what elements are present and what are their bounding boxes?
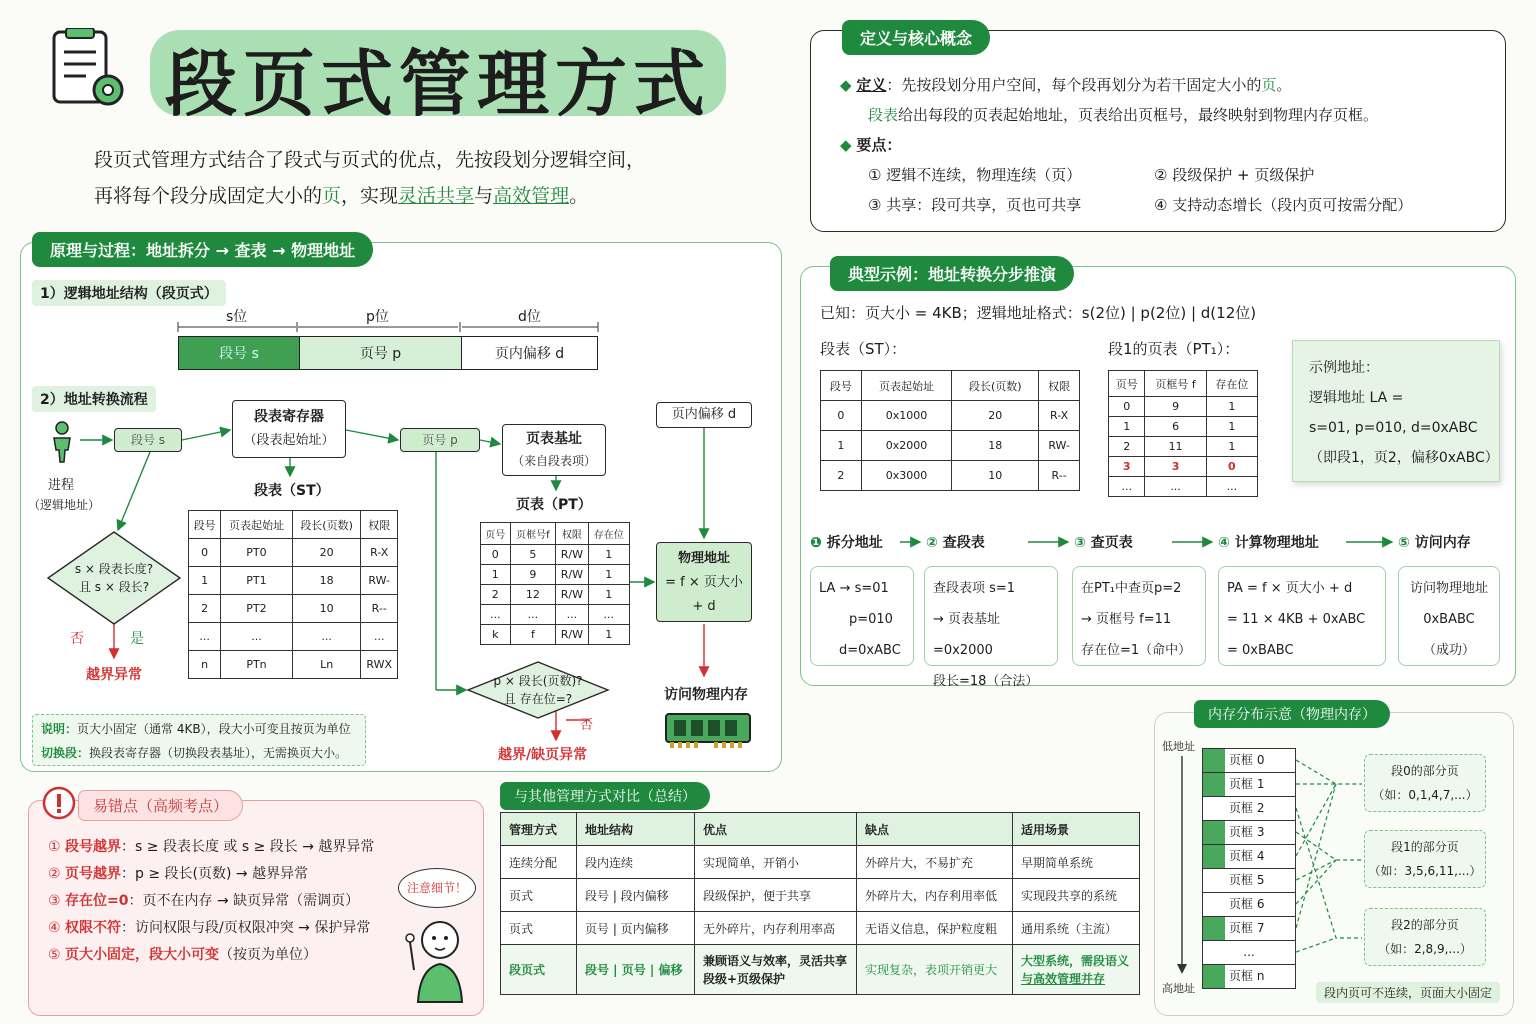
example-tag: 典型示例：地址转换分步推演 bbox=[830, 256, 1074, 291]
errors-tag: 易错点（高频考点） bbox=[78, 790, 243, 821]
cartoon-figure-icon bbox=[400, 912, 476, 1012]
step-5-box: 访问物理地址 0xBABC （成功） bbox=[1398, 566, 1500, 666]
step-3-label: ③ 查页表 bbox=[1074, 535, 1133, 551]
caution-bubble: 注意细节！ bbox=[398, 868, 476, 908]
phys-addr-box: 物理地址 = f × 页大小 + d bbox=[656, 542, 752, 622]
frame-n: 页框 n bbox=[1202, 965, 1296, 989]
check2-text: p × 段长(页数)? 且 存在位=? bbox=[493, 674, 583, 706]
example-known: 已知：页大小 = 4KB；逻辑地址格式：s(2位) | p(2位) | d(12位) bbox=[820, 304, 1257, 322]
frame-1: 页框 1 bbox=[1202, 773, 1296, 797]
error-4: ④ 权限不符：访问权限与段/页权限冲突 → 保护异常 bbox=[48, 920, 371, 936]
example-pt-title: 段1的页表（PT₁）： bbox=[1108, 340, 1240, 358]
point-3: ③ 共享：段可共享，页也可共享 bbox=[868, 196, 1082, 214]
frame-4: 页框 4 bbox=[1202, 845, 1296, 869]
high-address-label: 高地址 bbox=[1162, 982, 1195, 995]
seg-field: 段号 s bbox=[179, 337, 299, 369]
seg0-pages: 段0的部分页 （如：0,1,4,7,...） bbox=[1364, 754, 1486, 812]
page-field: 页号 p bbox=[299, 337, 461, 369]
principle-notes: 说明：页大小固定（通常 4KB），段大小可变且按页为单位 切换段：换段表寄存器（切换段表基址），无需换页大小。 bbox=[32, 714, 366, 766]
sec1-label: 1）逻辑地址结构（段页式） bbox=[32, 280, 226, 306]
address-axis bbox=[1176, 756, 1188, 976]
point-2: ② 段级保护 + 页级保护 bbox=[1154, 166, 1315, 184]
example-st-title: 段表（ST）： bbox=[820, 340, 907, 358]
err1-label: 越界异常 bbox=[86, 667, 142, 683]
memory-arrows bbox=[1296, 748, 1366, 988]
no1-label: 否 bbox=[70, 631, 84, 647]
seg1-pages: 段1的部分页 （如：3,5,6,11,...） bbox=[1364, 830, 1486, 888]
memory-tag: 内存分布示意（物理内存） bbox=[1194, 700, 1390, 728]
offset-field: 页内偏移 d bbox=[461, 337, 597, 369]
low-address-label: 低地址 bbox=[1162, 740, 1195, 753]
alert-icon bbox=[42, 786, 76, 824]
example-seg-table: 段号 页表起始址 段长(页数) 权限 0 0x1000 20 R-X 1 0x2000 18 RW- 2 0x3000 10 R-- bbox=[820, 370, 1080, 491]
segno-box: 段号 s bbox=[114, 428, 182, 452]
process-label: 进程 bbox=[48, 478, 75, 493]
page-table: 页号 页框号f 权限 存在位 0 5 R/W 1 1 9 R/W 1 2 12 R/W 1 ... ... ... ... k f R/W 1 bbox=[480, 522, 630, 645]
definition-tag: 定义与核心概念 bbox=[842, 20, 990, 55]
ram-icon bbox=[664, 712, 752, 754]
s-bits-label: s位 bbox=[226, 309, 248, 325]
intro-line2: 再将每个段分成固定大小的页，实现灵活共享与高效管理。 bbox=[94, 185, 589, 207]
seg-register-box: 段表寄存器 （段表起始址） bbox=[232, 400, 346, 458]
frame-7: 页框 7 bbox=[1202, 917, 1296, 941]
compare-table: 管理方式 地址结构 优点 缺点 适用场景 连续分配 段内连续 实现简单，开销小 外碎片大，不易扩充 早期简单系统 页式 段号 | 段内偏移 段级保护，便于共享 外碎片大，内存利用率低 实现段共享的系统 页式 页号 | 页内偏移 无外碎片，内存利用率高 无语义信息，保护粒度粗 通用系统（主流） 段页式 段号 | 页号 | 偏移 兼顾语义与效率，灵活共享 段级+页级保护 实现复杂，表项开销更大 大型系统，需段语义 与高效管理并存 bbox=[500, 812, 1140, 995]
st-title: 段表（ST） bbox=[254, 483, 330, 499]
step-4-label: ④ 计算物理地址 bbox=[1218, 535, 1319, 551]
frame-6: 页框 6 bbox=[1202, 893, 1296, 917]
memory-frames bbox=[1202, 748, 1296, 989]
step-4-box: PA = f × 页大小 + d = 11 × 4KB + 0xABC = 0xBABC bbox=[1218, 566, 1386, 666]
sec2-label: 2）地址转换流程 bbox=[32, 386, 156, 412]
seg2-pages: 段2的部分页 （如：2,8,9,...） bbox=[1364, 908, 1486, 966]
error-1: ① 段号越界：s ≥ 段表长度 或 s ≥ 段长 → 越界异常 bbox=[48, 839, 375, 855]
no2-label: 否 bbox=[580, 718, 594, 733]
check1-text: s × 段表长度? 且 s × 段长? bbox=[74, 562, 154, 594]
d-bits-label: d位 bbox=[518, 309, 541, 325]
err2-label: 越界/缺页异常 bbox=[498, 747, 588, 763]
error-3: ③ 存在位=0：页不在内存 → 缺页异常（需调页） bbox=[48, 893, 360, 909]
offset-box: 页内偏移 d bbox=[656, 402, 752, 428]
compare-tag: 与其他管理方式对比（总结） bbox=[500, 782, 710, 810]
memory-note: 段内页可不连续，页面大小固定 bbox=[1316, 982, 1500, 1003]
point-4: ④ 支持动态增长（段内页可按需分配） bbox=[1154, 196, 1413, 214]
intro-line1: 段页式管理方式结合了段式与页式的优点，先按段划分逻辑空间， bbox=[94, 149, 646, 171]
step-1-box: LA → s=01 p=010 d=0xABC bbox=[810, 566, 914, 666]
frame-5: 页框 5 bbox=[1202, 869, 1296, 893]
process-sub: （逻辑地址） bbox=[28, 498, 101, 512]
example-page-table: 页号 页框号 f 存在位 0 9 1 1 6 1 2 11 1 3 3 0 ... ... ... bbox=[1108, 370, 1258, 497]
sample-address-note: 示例地址： 逻辑地址 LA = s=01, p=010, d=0xABC （即段1，页2，偏移0xABC） bbox=[1292, 340, 1500, 482]
step-2-label: ② 查段表 bbox=[926, 535, 985, 551]
definition-content: ◆ 定义：先按段划分用户空间，每个段再划分为若干固定大小的页。 段表给出每段的页表起始地址，页表给出页框号，最终映射到物理内存页框。 ◆ 要点： ① 逻辑不连续，物理连续（页） ② 段级保护 + 页级保护 ③ 共享：段可共享，页也可共享 ④ 支持动态增长（段内页可按需分配） bbox=[840, 70, 1474, 220]
step-1-label: ❶ 拆分地址 bbox=[810, 535, 883, 551]
frame-0: 页框 0 bbox=[1202, 749, 1296, 773]
access-label: 访问物理内存 bbox=[664, 687, 748, 703]
step-2-box: 查段表项 s=1 → 页表基址=0x2000 段长=18（合法） bbox=[924, 566, 1058, 666]
page-title: 段页式管理方式 bbox=[165, 42, 712, 126]
step-3-box: 在PT₁中查页p=2 → 页框号 f=11 存在位=1（命中） bbox=[1072, 566, 1206, 666]
step-5-label: ⑤ 访问内存 bbox=[1398, 535, 1471, 551]
frame-ellipsis: ... bbox=[1202, 941, 1296, 965]
p-bits-label: p位 bbox=[366, 309, 389, 325]
pt-title: 页表（PT） bbox=[516, 497, 592, 513]
principle-tag: 原理与过程：地址拆分 → 查表 → 物理地址 bbox=[32, 232, 373, 267]
pageno-box: 页号 p bbox=[400, 428, 480, 452]
yes1-label: 是 bbox=[130, 631, 144, 647]
error-5: ⑤ 页大小固定，段大小可变（按页为单位） bbox=[48, 947, 318, 963]
seg-table: 段号 页表起始址 段长(页数) 权限 0 PT0 20 R-X 1 PT1 18 RW- 2 PT2 10 R-- ... ... ... ... n PTn Ln RWX bbox=[188, 510, 398, 679]
frame-3: 页框 3 bbox=[1202, 821, 1296, 845]
error-2: ② 页号越界：p ≥ 段长(页数) → 越界异常 bbox=[48, 866, 309, 882]
pt-base-box: 页表基址 （来自段表项） bbox=[502, 424, 606, 476]
point-1: ① 逻辑不连续，物理连续（页） bbox=[868, 166, 1082, 184]
frame-2: 页框 2 bbox=[1202, 797, 1296, 821]
errors-list bbox=[48, 834, 374, 969]
